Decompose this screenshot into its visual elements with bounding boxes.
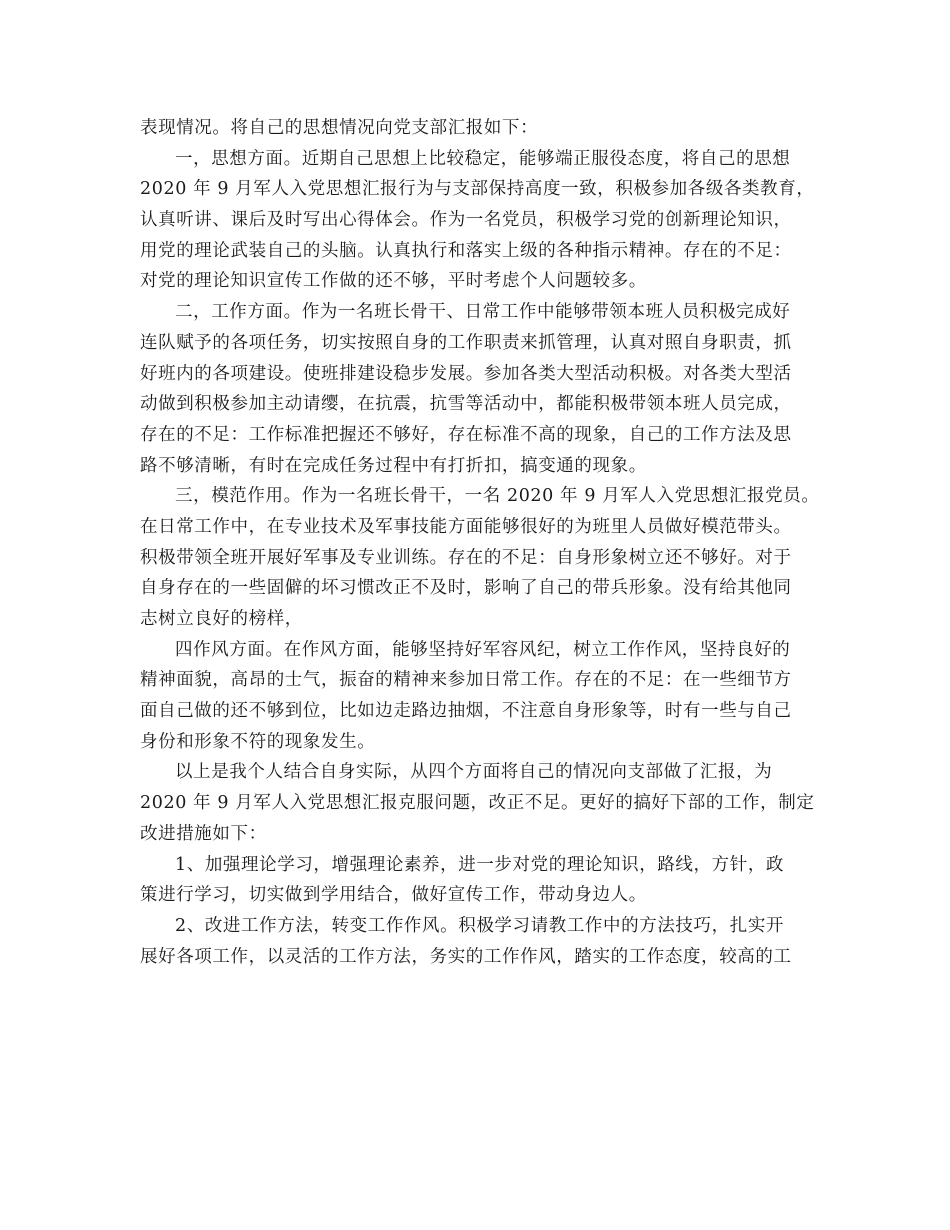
paragraph-1-start: 一，思想方面。近期自己思想上比较稳定，能够端正服役态度，将自己的思想 — [175, 148, 791, 169]
text-line: 动做到积极参加主动请缨，在抗震，抗雪等活动中，都能积极带领本班人员完成， — [140, 394, 792, 415]
text-line: 自身存在的一些固僻的坏习惯改正不及时，影响了自己的带兵形象。没有给其他同 — [140, 578, 792, 599]
text-line: 面自己做的还不够到位，比如边走路边抽烟，不注意自身形象等，时有一些与自己 — [140, 701, 792, 722]
text-line: 展好各项工作，以灵活的工作方法，务实的工作作风，踏实的工作态度，较高的工 — [140, 946, 792, 967]
text-line: 策进行学习，切实做到学用结合，做好宣传工作，带动身边人。 — [140, 885, 647, 906]
text-line: 用党的理论武装自己的头脑。认真执行和落实上级的各种指示精神。存在的不足： — [140, 240, 792, 261]
text-line: 路不够清晰，有时在完成任务过程中有打折扣，搞变通的现象。 — [140, 455, 647, 476]
text-line: 认真听讲、课后及时写出心得体会。作为一名党员，积极学习党的创新理论知识， — [140, 210, 792, 231]
paragraph-3-start: 三，模范作用。作为一名班长骨干，一名 2020 年 9 月军人入党思想汇报党员。 — [175, 486, 820, 507]
document-body — [140, 113, 820, 972]
text-line: 对党的理论知识宣传工作做的还不够，平时考虑个人问题较多。 — [140, 271, 647, 292]
text-line: 好班内的各项建设。使班排建设稳步发展。参加各类大型活动积极。对各类大型活 — [140, 363, 792, 384]
text-line: 精神面貌，高昂的士气，振奋的精神来参加日常工作。存在的不足：在一些细节方 — [140, 670, 792, 691]
list-item-2-start: 2、改进工作方法，转变工作作风。积极学习请教工作中的方法技巧，扎实开 — [175, 915, 785, 936]
list-item-1-start: 1、加强理论学习，增强理论素养，进一步对党的理论知识，路线，方针，政 — [175, 854, 785, 875]
text-line: 志树立良好的榜样， — [140, 609, 303, 629]
text-line: 存在的不足：工作标准把握还不够好，存在标准不高的现象，自己的工作方法及思 — [140, 424, 792, 445]
text-line: 积极带领全班开展好军事及专业训练。存在的不足：自身形象树立还不够好。对于 — [140, 547, 792, 568]
text-line: 连队赋予的各项任务，切实按照自身的工作职责来抓管理，认真对照自身职责，抓 — [140, 332, 792, 353]
paragraph-4-start: 四作风方面。在作风方面，能够坚持好军容风纪，树立工作作风，坚持良好的 — [175, 639, 791, 660]
text-line: 2020 年 9 月军人入党思想汇报行为与支部保持高度一致，积极参加各级各类教育， — [140, 179, 815, 200]
text-line: 表现情况。将自己的思想情况向党支部汇报如下： — [140, 118, 539, 138]
paragraph-2-start: 二，工作方面。作为一名班长骨干、日常工作中能够带领本班人员积极完成好 — [175, 302, 791, 323]
text-line: 改进措施如下： — [140, 823, 267, 844]
paragraph-5-start: 以上是我个人结合自身实际，从四个方面将自己的情况向支部做了汇报，为 — [175, 762, 773, 783]
text-line: 身份和形象不符的现象发生。 — [140, 731, 376, 752]
text-line: 在日常工作中，在专业技术及军事技能方面能够很好的为班里人员做好模范带头。 — [140, 516, 792, 537]
text-line: 2020 年 9 月军人入党思想汇报克服问题，改正不足。更好的搞好下部的工作，制定 — [140, 793, 815, 814]
